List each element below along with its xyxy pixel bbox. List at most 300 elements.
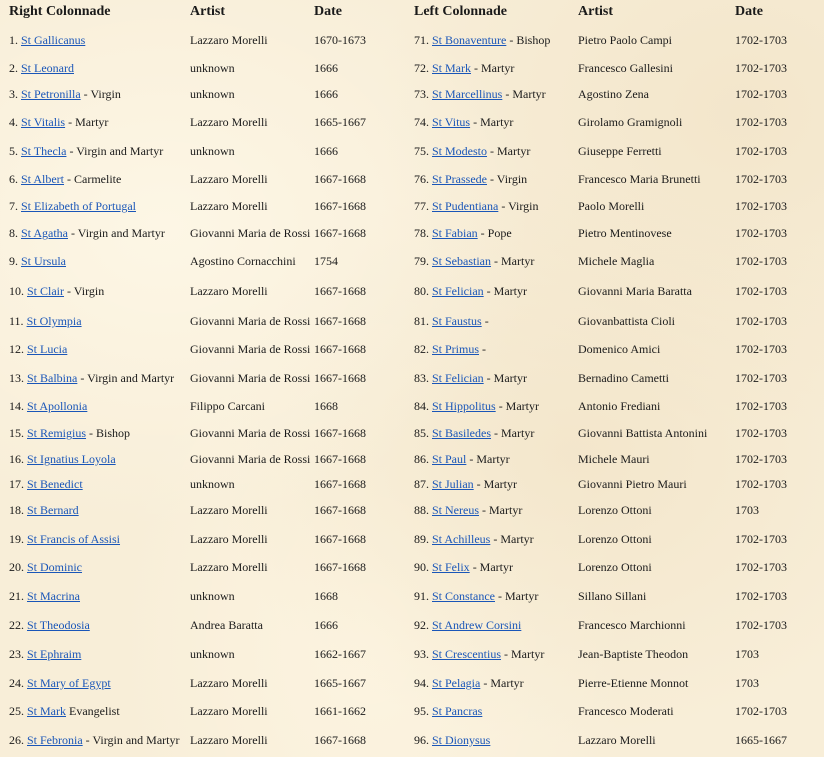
row-number: 3.	[9, 87, 18, 101]
saint-link[interactable]: St Pancras	[432, 704, 483, 718]
row-number: 11.	[9, 314, 24, 328]
date-cell: 1665-1667	[314, 676, 366, 690]
artist-cell: Michele Maglia	[578, 254, 655, 268]
row-number: 92.	[414, 618, 429, 632]
date-cell: 1665-1667	[735, 733, 787, 747]
saint-cell	[414, 225, 512, 241]
saint-description: - Virgin and Martyr	[71, 226, 165, 240]
date-cell: 1702-1703	[735, 589, 787, 603]
saint-link[interactable]: St Primus	[432, 342, 480, 356]
saint-link[interactable]: St Bernard	[27, 503, 79, 517]
table-row	[0, 588, 824, 604]
date-cell: 1754	[314, 254, 338, 268]
table-row	[0, 86, 824, 102]
artist-cell: Francesco Gallesini	[578, 61, 673, 75]
saint-description: - Virgin	[501, 199, 539, 213]
row-number: 75.	[414, 144, 429, 158]
saint-link[interactable]: St Crescentius	[432, 647, 501, 661]
saint-cell	[9, 283, 104, 299]
saint-link[interactable]: St Nereus	[432, 503, 479, 517]
saint-cell	[414, 86, 546, 102]
date-cell: 1702-1703	[735, 172, 787, 186]
date-cell: 1667-1668	[314, 172, 366, 186]
table-row	[0, 370, 824, 386]
saint-link[interactable]: St Albert	[21, 172, 65, 186]
artist-cell: Giovanni Maria Baratta	[578, 284, 692, 298]
saint-link[interactable]: St Dominic	[27, 560, 83, 574]
date-cell: 1667-1668	[314, 503, 366, 517]
saint-cell	[9, 198, 136, 214]
saint-description: - Virgin	[83, 87, 121, 101]
saint-description: - Martyr	[490, 144, 531, 158]
artist-cell: unknown	[190, 144, 235, 158]
table-row	[0, 617, 824, 633]
artist-cell: Francesco Maria Brunetti	[578, 172, 701, 186]
artist-cell: Lazzaro Morelli	[190, 503, 268, 517]
saint-cell	[9, 425, 130, 441]
saint-description: - Pope	[480, 226, 512, 240]
saint-cell	[9, 143, 163, 159]
date-cell: 1702-1703	[735, 532, 787, 546]
saint-description: - Martyr	[469, 452, 510, 466]
artist-cell: unknown	[190, 61, 235, 75]
saint-link[interactable]: St Fabian	[432, 226, 478, 240]
artist-cell: Antonio Frediani	[578, 399, 661, 413]
date-cell: 1667-1668	[314, 284, 366, 298]
saint-link[interactable]: St Gallicanus	[21, 33, 86, 47]
date-cell: 1702-1703	[735, 371, 787, 385]
header-left-colonnade: Left Colonnade	[414, 4, 507, 19]
saint-link[interactable]: St Bonaventure	[432, 33, 507, 47]
table-row	[0, 341, 824, 357]
saint-cell	[414, 32, 550, 48]
saint-cell	[414, 425, 534, 441]
date-cell: 1665-1667	[314, 115, 366, 129]
row-number: 20.	[9, 560, 24, 574]
saint-cell	[9, 114, 108, 130]
date-cell: 1702-1703	[735, 33, 787, 47]
artist-cell: unknown	[190, 647, 235, 661]
artist-cell: Giovanbattista Cioli	[578, 314, 675, 328]
artist-cell: Giuseppe Ferretti	[578, 144, 662, 158]
saint-description: -	[482, 342, 487, 356]
saint-link[interactable]: St Ursula	[21, 254, 66, 268]
saint-link[interactable]: St Leonard	[21, 61, 74, 75]
saint-description: - Carmelite	[67, 172, 122, 186]
table-row	[0, 732, 824, 748]
table-row	[0, 32, 824, 48]
saint-link[interactable]: St Ignatius Loyola	[27, 452, 116, 466]
saint-link[interactable]: St Mark	[432, 61, 471, 75]
row-number: 4.	[9, 115, 18, 129]
row-number: 18.	[9, 503, 24, 517]
row-number: 82.	[414, 342, 429, 356]
saint-link[interactable]: St Thecla	[21, 144, 67, 158]
saint-cell	[9, 313, 82, 329]
artist-cell: Lazzaro Morelli	[190, 733, 268, 747]
saint-description: - Bishop	[509, 33, 551, 47]
header-right-colonnade: Right Colonnade	[9, 4, 111, 19]
date-cell: 1703	[735, 503, 759, 517]
artist-cell: Andrea Baratta	[190, 618, 263, 632]
saint-cell	[414, 703, 482, 719]
saint-cell	[414, 143, 530, 159]
artist-cell: Lazzaro Morelli	[190, 115, 268, 129]
saint-description: - Martyr	[498, 399, 540, 413]
saint-cell	[9, 370, 174, 386]
saint-link[interactable]: St Mark	[27, 704, 66, 718]
saint-link[interactable]: St Dionysus	[432, 733, 491, 747]
row-number: 90.	[414, 560, 429, 574]
date-cell: 1703	[735, 647, 759, 661]
artist-cell: Lorenzo Ottoni	[578, 503, 652, 517]
saint-link[interactable]: St Mary of Egypt	[27, 676, 111, 690]
artist-cell: Michele Mauri	[578, 452, 650, 466]
artist-cell: Lorenzo Ottoni	[578, 560, 652, 574]
table-row	[0, 451, 824, 467]
row-number: 22.	[9, 618, 24, 632]
saint-link[interactable]: St Theodosia	[27, 618, 90, 632]
row-number: 2.	[9, 61, 18, 75]
table-row	[0, 171, 824, 187]
header-artist-right: Artist	[190, 4, 225, 19]
row-number: 91.	[414, 589, 429, 603]
row-number: 19.	[9, 532, 24, 546]
date-cell: 1666	[314, 618, 338, 632]
date-cell: 1667-1668	[314, 226, 366, 240]
date-cell: 1666	[314, 61, 338, 75]
row-number: 88.	[414, 503, 429, 517]
saint-cell	[414, 60, 514, 76]
saint-link[interactable]: St Olympia	[26, 314, 82, 328]
saint-description: - Martyr	[498, 589, 539, 603]
date-cell: 1667-1668	[314, 733, 366, 747]
date-cell: 1667-1668	[314, 314, 366, 328]
artist-cell: Francesco Moderati	[578, 704, 674, 718]
date-cell: 1667-1668	[314, 532, 366, 546]
row-number: 87.	[414, 477, 429, 491]
saint-cell	[9, 476, 83, 492]
artist-cell: Girolamo Gramignoli	[578, 115, 683, 129]
artist-cell: Lazzaro Morelli	[190, 676, 268, 690]
artist-cell: Giovanni Maria de Rossi	[190, 226, 311, 240]
row-number: 95.	[414, 704, 429, 718]
saint-cell	[414, 675, 524, 691]
saint-link[interactable]: St Basiledes	[432, 426, 491, 440]
saint-cell	[9, 86, 121, 102]
date-cell: 1668	[314, 589, 338, 603]
saint-cell	[9, 341, 67, 357]
date-cell: 1667-1668	[314, 452, 366, 466]
row-number: 78.	[414, 226, 429, 240]
saint-description: - Virgin and Martyr	[69, 144, 164, 158]
saint-cell	[9, 32, 85, 48]
saint-link[interactable]: St Agatha	[21, 226, 68, 240]
date-cell: 1702-1703	[735, 342, 787, 356]
saint-cell	[414, 370, 527, 386]
date-cell: 1702-1703	[735, 199, 787, 213]
saint-link[interactable]: St Remigius	[27, 426, 87, 440]
artist-cell: Lazzaro Morelli	[190, 704, 268, 718]
saint-description: - Martyr	[483, 676, 524, 690]
artist-cell: Agostino Zena	[578, 87, 649, 101]
date-cell: 1667-1668	[314, 426, 366, 440]
saint-cell	[414, 313, 489, 329]
row-number: 80.	[414, 284, 429, 298]
saint-link[interactable]: St Felician	[432, 284, 484, 298]
saint-cell	[9, 60, 74, 76]
date-cell: 1702-1703	[735, 87, 787, 101]
saint-cell	[9, 559, 82, 575]
table-row	[0, 502, 824, 518]
row-number: 5.	[9, 144, 18, 158]
row-number: 26.	[9, 733, 24, 747]
saint-link[interactable]: St Ephraim	[27, 647, 82, 661]
artist-cell: Pierre-Etienne Monnot	[578, 676, 689, 690]
date-cell: 1702-1703	[735, 704, 787, 718]
saint-description: - Martyr	[505, 87, 546, 101]
saint-description: - Martyr	[494, 426, 535, 440]
saint-description: -	[484, 314, 489, 328]
saint-cell	[9, 703, 120, 719]
row-number: 21.	[9, 589, 24, 603]
date-cell: 1667-1668	[314, 477, 366, 491]
date-cell: 1702-1703	[735, 314, 787, 328]
saint-description: - Martyr	[474, 61, 515, 75]
saint-cell	[9, 171, 121, 187]
saint-link[interactable]: St Apollonia	[27, 399, 88, 413]
saint-description: - Virgin and Martyr	[80, 371, 175, 385]
row-number: 17.	[9, 477, 24, 491]
row-number: 94.	[414, 676, 429, 690]
saint-link[interactable]: St Constance	[432, 589, 495, 603]
date-cell: 1662-1667	[314, 647, 366, 661]
saint-cell	[414, 398, 539, 414]
saint-link[interactable]: St Febronia	[27, 733, 83, 747]
saint-link[interactable]: St Marcellinus	[432, 87, 503, 101]
saint-link[interactable]: St Vitalis	[21, 115, 66, 129]
artist-cell: Lazzaro Morelli	[190, 532, 268, 546]
saint-cell	[414, 114, 513, 130]
artist-cell: Agostino Cornacchini	[190, 254, 296, 268]
saint-cell	[9, 732, 180, 748]
saint-cell	[414, 341, 486, 357]
artist-cell: unknown	[190, 589, 235, 603]
date-cell: 1702-1703	[735, 115, 787, 129]
date-cell: 1668	[314, 399, 338, 413]
table-row	[0, 531, 824, 547]
saint-link[interactable]: St Julian	[432, 477, 474, 491]
row-number: 83.	[414, 371, 429, 385]
artist-cell: Sillano Sillani	[578, 589, 647, 603]
date-cell: 1702-1703	[735, 254, 787, 268]
saint-cell	[9, 398, 87, 414]
artist-cell: Domenico Amici	[578, 342, 661, 356]
saint-cell	[9, 675, 111, 691]
saint-link[interactable]: St Pudentiana	[432, 199, 499, 213]
date-cell: 1702-1703	[735, 560, 787, 574]
saint-description: - Martyr	[482, 503, 523, 517]
row-number: 10.	[9, 284, 24, 298]
saint-cell	[414, 198, 539, 214]
header-artist-left: Artist	[578, 4, 613, 19]
saint-cell	[9, 253, 66, 269]
saint-cell	[414, 253, 534, 269]
saint-cell	[9, 502, 79, 518]
date-cell: 1666	[314, 87, 338, 101]
saint-link[interactable]: St Lucia	[27, 342, 68, 356]
row-number: 23.	[9, 647, 24, 661]
saint-description: - Martyr	[486, 284, 527, 298]
saint-description: - Virgin	[67, 284, 105, 298]
saint-link[interactable]: St Vitus	[432, 115, 471, 129]
row-number: 15.	[9, 426, 24, 440]
row-number: 85.	[414, 426, 429, 440]
saint-link[interactable]: St Macrina	[27, 589, 80, 603]
date-cell: 1667-1668	[314, 342, 366, 356]
date-cell: 1702-1703	[735, 226, 787, 240]
saint-cell	[9, 588, 80, 604]
artist-cell: Giovanni Maria de Rossi	[190, 452, 311, 466]
row-number: 12.	[9, 342, 24, 356]
saint-description: - Bishop	[89, 426, 131, 440]
saint-link[interactable]: St Felix	[432, 560, 470, 574]
artist-cell: Giovanni Maria de Rossi	[190, 426, 311, 440]
date-cell: 1667-1668	[314, 560, 366, 574]
date-cell: 1702-1703	[735, 452, 787, 466]
row-number: 72.	[414, 61, 429, 75]
artist-cell: Francesco Marchionni	[578, 618, 686, 632]
artist-cell: Bernadino Cametti	[578, 371, 669, 385]
artist-cell: Giovanni Maria de Rossi	[190, 371, 311, 385]
saint-description: - Martyr	[504, 647, 545, 661]
saint-link[interactable]: St Hippolitus	[432, 399, 496, 413]
artist-cell: Giovanni Battista Antonini	[578, 426, 708, 440]
date-cell: 1702-1703	[735, 426, 787, 440]
table-row	[0, 476, 824, 492]
row-number: 77.	[414, 199, 429, 213]
saint-link[interactable]: St Sebastian	[432, 254, 491, 268]
artist-cell: Jean-Baptiste Theodon	[578, 647, 689, 661]
saint-link[interactable]: St Francis of Assisi	[27, 532, 121, 546]
artist-cell: Giovanni Maria de Rossi	[190, 314, 311, 328]
row-number: 74.	[414, 115, 429, 129]
saint-cell	[414, 283, 527, 299]
saint-link[interactable]: St Petronilla	[21, 87, 81, 101]
artist-cell: Lazzaro Morelli	[190, 172, 268, 186]
row-number: 6.	[9, 172, 18, 186]
artist-cell: Lazzaro Morelli	[190, 560, 268, 574]
table-row	[0, 253, 824, 269]
artist-cell: Lazzaro Morelli	[190, 284, 268, 298]
saint-link[interactable]: St Benedict	[27, 477, 83, 491]
saint-description: - Virgin	[490, 172, 528, 186]
date-cell: 1667-1668	[314, 371, 366, 385]
table-row	[0, 313, 824, 329]
row-number: 93.	[414, 647, 429, 661]
date-cell: 1667-1668	[314, 199, 366, 213]
artist-cell: Lorenzo Ottoni	[578, 532, 652, 546]
row-number: 25.	[9, 704, 24, 718]
artist-cell: Giovanni Maria de Rossi	[190, 342, 311, 356]
date-cell: 1702-1703	[735, 399, 787, 413]
date-cell: 1666	[314, 144, 338, 158]
row-number: 14.	[9, 399, 24, 413]
saint-description: - Martyr	[486, 371, 527, 385]
row-number: 96.	[414, 733, 429, 747]
row-number: 81.	[414, 314, 429, 328]
table-row	[0, 703, 824, 719]
row-number: 24.	[9, 676, 24, 690]
artist-cell: Lazzaro Morelli	[578, 733, 656, 747]
saint-link[interactable]: St Andrew Corsini	[432, 618, 522, 632]
saint-link[interactable]: St Faustus	[432, 314, 482, 328]
saint-cell	[9, 451, 116, 467]
saint-link[interactable]: St Pelagia	[432, 676, 481, 690]
artist-cell: Lazzaro Morelli	[190, 199, 268, 213]
row-number: 84.	[414, 399, 429, 413]
artist-cell: Pietro Paolo Campi	[578, 33, 672, 47]
saint-description: - Martyr	[472, 560, 514, 574]
saint-cell	[9, 531, 120, 547]
saint-link[interactable]: St Elizabeth of Portugal	[21, 199, 136, 213]
saint-description: - Virgin and Martyr	[85, 733, 180, 747]
date-cell: 1702-1703	[735, 477, 787, 491]
date-cell: 1702-1703	[735, 61, 787, 75]
saint-cell	[414, 451, 510, 467]
date-cell: 1670-1673	[314, 33, 366, 47]
row-number: 89.	[414, 532, 429, 546]
saint-cell	[9, 225, 165, 241]
artist-cell: unknown	[190, 87, 235, 101]
saint-link[interactable]: St Clair	[27, 284, 65, 298]
artist-cell: Giovanni Pietro Mauri	[578, 477, 687, 491]
table-row	[0, 425, 824, 441]
saint-description: - Martyr	[473, 115, 514, 129]
saint-cell	[414, 531, 534, 547]
saint-cell	[414, 617, 521, 633]
row-number: 16.	[9, 452, 24, 466]
table-row	[0, 675, 824, 691]
artist-cell: Pietro Mentinovese	[578, 226, 672, 240]
date-cell: 1702-1703	[735, 618, 787, 632]
saint-description: Evangelist	[69, 704, 120, 718]
table-row	[0, 114, 824, 130]
row-number: 9.	[9, 254, 18, 268]
saint-description: - Martyr	[68, 115, 109, 129]
row-number: 79.	[414, 254, 429, 268]
table-row	[0, 225, 824, 241]
artist-cell: Lazzaro Morelli	[190, 33, 268, 47]
saint-cell	[414, 171, 527, 187]
saint-link[interactable]: St Balbina	[27, 371, 78, 385]
table-row	[0, 398, 824, 414]
table-row	[0, 283, 824, 299]
saint-link[interactable]: St Paul	[432, 452, 467, 466]
artist-cell: Paolo Morelli	[578, 199, 645, 213]
row-number: 73.	[414, 87, 429, 101]
saint-description: - Martyr	[476, 477, 517, 491]
saint-link[interactable]: St Felician	[432, 371, 484, 385]
header-date-left: Date	[735, 4, 763, 19]
artist-cell: Filippo Carcani	[190, 399, 265, 413]
saint-link[interactable]: St Achilleus	[432, 532, 491, 546]
table-row	[0, 143, 824, 159]
saint-link[interactable]: St Modesto	[432, 144, 488, 158]
header-date-right: Date	[314, 4, 342, 19]
saint-description: - Martyr	[494, 254, 535, 268]
saint-link[interactable]: St Prassede	[432, 172, 487, 186]
